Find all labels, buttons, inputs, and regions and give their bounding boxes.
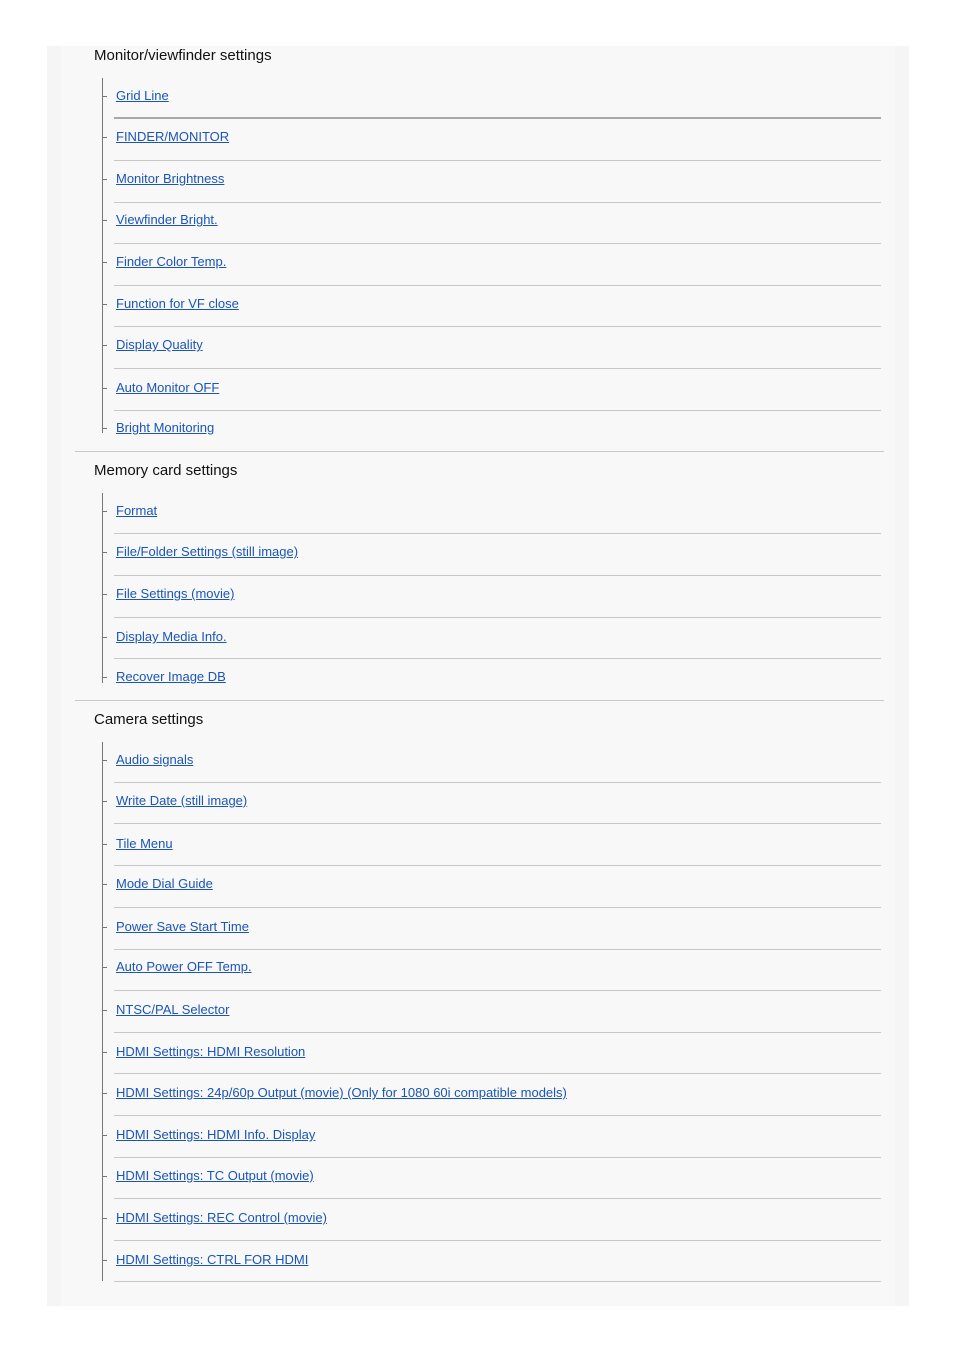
link-finder-monitor[interactable]: FINDER/MONITOR (116, 129, 230, 144)
link-ntsc-pal-selector[interactable]: NTSC/PAL Selector (116, 1002, 230, 1017)
link-file-settings-movie[interactable]: File Settings (movie) (116, 586, 235, 601)
link-auto-monitor-off[interactable]: Auto Monitor OFF (116, 380, 220, 395)
link-recover-image-db[interactable]: Recover Image DB (116, 669, 226, 684)
link-file-folder-settings[interactable]: File/Folder Settings (still image) (116, 544, 299, 559)
section-title-monitor-viewfinder: Monitor/viewfinder settings (94, 47, 272, 64)
link-monitor-brightness[interactable]: Monitor Brightness (116, 171, 225, 186)
link-hdmi-ctrl-for-hdmi[interactable]: HDMI Settings: CTRL FOR HDMI (116, 1252, 309, 1267)
link-grid-line[interactable]: Grid Line (116, 88, 169, 103)
link-format[interactable]: Format (116, 503, 158, 518)
link-mode-dial-guide[interactable]: Mode Dial Guide (116, 876, 213, 891)
link-power-save-start-time[interactable]: Power Save Start Time (116, 919, 249, 934)
link-display-quality[interactable]: Display Quality (116, 337, 203, 352)
link-viewfinder-bright[interactable]: Viewfinder Bright. (116, 212, 218, 227)
link-finder-color-temp[interactable]: Finder Color Temp. (116, 254, 227, 269)
link-bright-monitoring[interactable]: Bright Monitoring (116, 420, 215, 435)
link-hdmi-tc-output[interactable]: HDMI Settings: TC Output (movie) (116, 1168, 314, 1183)
section-divider (75, 700, 884, 701)
tree-line (102, 493, 103, 683)
link-auto-power-off-temp[interactable]: Auto Power OFF Temp. (116, 959, 252, 974)
link-write-date[interactable]: Write Date (still image) (116, 793, 248, 808)
section-divider (75, 451, 884, 452)
link-function-for-vf-close[interactable]: Function for VF close (116, 296, 239, 311)
link-audio-signals[interactable]: Audio signals (116, 752, 194, 767)
tree-line (102, 78, 103, 433)
link-display-media-info[interactable]: Display Media Info. (116, 629, 227, 644)
link-hdmi-resolution[interactable]: HDMI Settings: HDMI Resolution (116, 1044, 306, 1059)
tree-line (102, 742, 103, 1281)
link-tile-menu[interactable]: Tile Menu (116, 836, 173, 851)
link-hdmi-info-display[interactable]: HDMI Settings: HDMI Info. Display (116, 1127, 316, 1142)
link-hdmi-rec-control[interactable]: HDMI Settings: REC Control (movie) (116, 1210, 327, 1225)
link-hdmi-24p-60p-output[interactable]: HDMI Settings: 24p/60p Output (movie) (Only for 1080 60i compatible models) (116, 1085, 567, 1100)
section-title-memory-card: Memory card settings (94, 462, 238, 479)
section-title-camera: Camera settings (94, 711, 204, 728)
